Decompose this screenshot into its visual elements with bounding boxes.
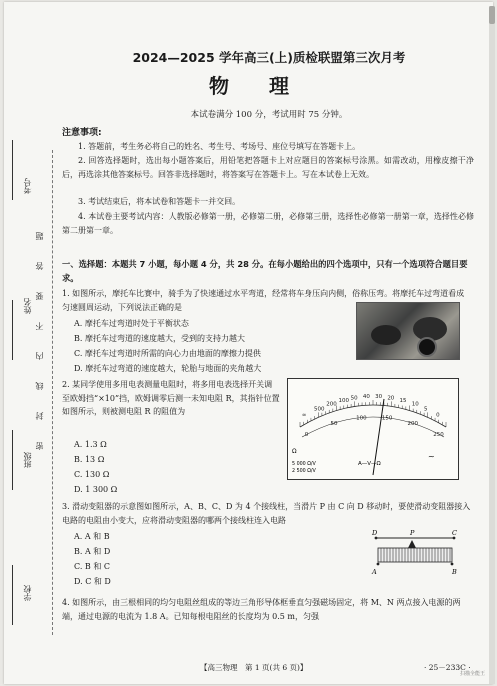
question-3-stem: 3. 滑动变阻器的示意图如图所示，A、B、C、D 为 4 个接线柱，当滑片 P 由 C 向 D 移动时，要使滑动变阻器接入电路的电阻由小变大，应将滑动变阻器的哪两个接线柱连入电路 xyxy=(62,502,471,525)
question-2-stem: 2. 某同学使用多用电表测量电阻时，将多用电表选择开关调至欧姆挡“×10”挡，欧姆调零后测一未知电阻 R，其指针位置如图所示，则被测电阻 R 的阻值为 xyxy=(62,380,280,416)
notice-heading: 注意事项: xyxy=(62,128,102,138)
ohm-scale-label: 0 xyxy=(436,412,440,419)
wheel-shape xyxy=(417,337,437,357)
ohm-scale-label: 50 xyxy=(350,395,358,402)
ohm-scale-label: 40 xyxy=(362,394,370,401)
meter-spec-2: 2 500 Ω/V xyxy=(292,469,316,474)
scrollbar[interactable] xyxy=(489,6,495,684)
motorcycle-photo xyxy=(356,302,460,360)
multimeter-scale xyxy=(288,379,458,479)
terminal-label-d: D xyxy=(372,529,378,537)
name-label: 姓名 xyxy=(23,298,32,314)
dc-scale-label: 100 xyxy=(356,415,367,422)
question-3-option: A. A 和 B xyxy=(74,532,110,541)
question-1-option: A. 摩托车过弯道时处于平衡状态 xyxy=(74,319,189,328)
school-label: 学校 xyxy=(23,585,32,601)
dc-scale-label: 150 xyxy=(381,415,393,422)
terminal-label-c: C xyxy=(452,529,457,537)
ohm-scale-label: 100 xyxy=(338,397,349,404)
meter-center-mark: A—V—Ω xyxy=(358,461,381,467)
exam-number-label: 考号 xyxy=(23,178,32,194)
meter-spec-1: 5 000 Ω/V xyxy=(292,462,316,467)
class-line xyxy=(12,430,13,490)
notice-item: 4. 本试卷主要考试内容：人教版必修第一册，必修第二册，必修第三册，选择性必修第一册第一章，选择性必修第二册第一章。 xyxy=(62,212,474,235)
school-line xyxy=(12,565,13,625)
dc-scale-label: 200 xyxy=(407,421,419,428)
question-2-option: D. 1 300 Ω xyxy=(74,485,118,494)
terminal-label-a: A xyxy=(372,568,377,576)
ohm-scale-label: 20 xyxy=(387,395,395,402)
scanner-watermark: 扫描全能王 xyxy=(460,671,486,677)
dc-scale-label: 250 xyxy=(433,432,444,439)
notice-item: 2. 回答选择题时，选出每小题答案后，用铅笔把答题卡上对应题目的答案标号涂黑。如需改动，用橡皮擦干净后，再选涂其他答案标号。回答非选择题时，将答案写在答题卡上。写在本试卷上无效。 xyxy=(62,156,474,179)
scroll-thumb[interactable] xyxy=(489,6,495,24)
dc-scale-label: 0 xyxy=(304,432,309,439)
seal-char: 密 xyxy=(35,442,44,450)
dc-scale-label: 50 xyxy=(330,421,338,428)
paper-code: · 25－233C · xyxy=(424,663,471,672)
question-4-stem: 4. 如图所示，由三根相同的均匀电阻丝组成的等边三角形导体框垂直匀强磁场固定，将 M、N 两点接入电源的两端，通过电源的电流为 1.8 A。已知每根电阻丝的长度均为 0.5 m，匀强 xyxy=(62,598,461,621)
ohm-scale-label: 30 xyxy=(375,394,383,401)
ohm-scale-label: 200 xyxy=(326,401,337,408)
ohm-scale-label: 5 xyxy=(423,406,428,413)
rheostat-svg xyxy=(370,528,460,576)
seal-char: 题 xyxy=(35,232,44,240)
binding-margin xyxy=(0,0,58,682)
section-heading: 一、选择题：本题共 7 小题，每小题 4 分，共 28 分。在每小题给出的四个选项中，只有一个选项符合题目要求。 xyxy=(62,259,468,283)
meter-unit: Ω xyxy=(292,448,297,455)
class-label: 班级 xyxy=(23,452,32,468)
ohm-scale-label: 10 xyxy=(411,401,419,408)
seal-char: 内 xyxy=(35,352,44,360)
question-1-option: B. 摩托车过弯道的速度越大，受到的支持力越大 xyxy=(74,334,245,343)
ohm-scale-label: 500 xyxy=(314,406,325,413)
question-3-option: B. A 和 D xyxy=(74,547,111,556)
rider-shape xyxy=(371,325,401,345)
terminal-label-b: B xyxy=(452,568,457,576)
seal-char: 答 xyxy=(35,262,44,270)
question-2-option: A. 1.3 Ω xyxy=(74,440,107,449)
exam-title: 2024—2025 学年高三(上)质检联盟第三次月考 xyxy=(132,50,406,65)
subject-title: 物理 xyxy=(209,74,329,98)
question-2-option: C. 130 Ω xyxy=(74,470,110,479)
question-1-option: D. 摩托车过弯道的速度越大，轮胎与地面的夹角越大 xyxy=(74,364,262,373)
page-footer: 【高三物理 第 1 页(共 6 页)】 xyxy=(200,663,308,672)
slider-label-p: P xyxy=(410,529,415,537)
question-3-option: D. C 和 D xyxy=(74,577,111,586)
multimeter-dial xyxy=(287,378,459,480)
question-1-stem: 1. 如图所示，摩托车比赛中，骑手为了快速通过水平弯道，经常将车身压向内侧，俗称压弯。将摩托车过弯道看成匀速圆周运动，下列说法正确的是 xyxy=(62,289,465,312)
notice-item: 3. 考试结束后，将本试卷和答题卡一并交回。 xyxy=(78,197,241,206)
question-3-option: C. B 和 C xyxy=(74,562,111,571)
meter-ac-dc: ~ xyxy=(428,452,435,461)
exam-info: 本试卷满分 100 分，考试用时 75 分钟。 xyxy=(190,110,348,120)
seal-line xyxy=(52,150,53,635)
exam-number-line xyxy=(12,140,13,200)
ohm-scale-label: ∞ xyxy=(301,412,307,419)
notice-item: 1. 答题前，考生务必将自己的姓名、考生号、考场号、座位号填写在答题卡上。 xyxy=(78,142,361,151)
seal-char: 不 xyxy=(35,322,44,330)
question-1-option: C. 摩托车过弯道时所需的向心力由地面的摩擦力提供 xyxy=(74,349,261,358)
question-2-option: B. 13 Ω xyxy=(74,455,105,464)
seal-char: 封 xyxy=(35,412,44,420)
ohm-scale-label: 15 xyxy=(399,397,407,404)
seal-char: 要 xyxy=(35,292,44,300)
seal-char: 线 xyxy=(35,382,44,390)
name-line xyxy=(12,300,13,360)
rheostat-diagram xyxy=(370,528,460,576)
